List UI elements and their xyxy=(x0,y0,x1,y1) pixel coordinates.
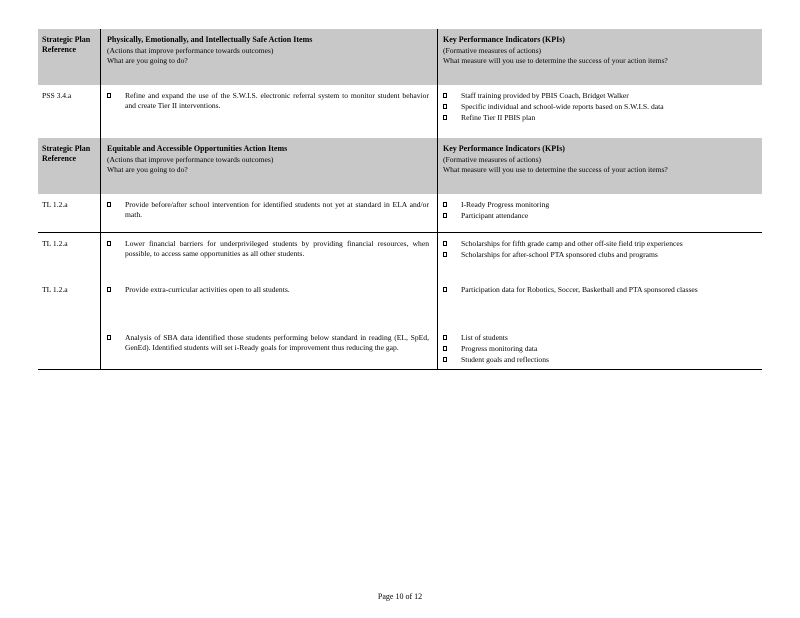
table-row xyxy=(38,194,762,232)
bullet-box-icon xyxy=(107,241,111,246)
kpi-item: Scholarships for after-school PTA sponsored clubs and programs xyxy=(443,250,756,260)
table-row xyxy=(38,327,762,369)
action-item: Refine and expand the use of the S.W.I.S. electronic referral system to monitor student behavior and create Tier II interventions. xyxy=(107,91,429,111)
page-number: Page 10 of 12 xyxy=(377,592,423,601)
section-header xyxy=(38,138,762,194)
action-item: Analysis of SBA data identified those students performing below standard in reading (EL, SpEd, GenEd). Identified students will set i-Ready goals for improvement thus reducing the gap. xyxy=(107,333,429,353)
table-bottom-rule xyxy=(38,369,762,370)
table-row xyxy=(38,85,762,138)
table-row xyxy=(38,233,762,279)
action-title: Equitable and Accessible Opportunities Action Items xyxy=(107,144,288,153)
kpi-item: List of students xyxy=(443,333,756,343)
kpi-title: Key Performance Indicators (KPIs) xyxy=(443,35,565,44)
kpis-cell xyxy=(437,85,762,138)
kpi-subtitle: (Formative measures of actions) xyxy=(443,45,542,55)
actions-cell xyxy=(100,327,437,369)
kpi-item: I-Ready Progress monitoring xyxy=(443,200,756,210)
kpi-item: Participant attendance xyxy=(443,211,756,221)
bullet-box-icon xyxy=(443,287,447,292)
actions-cell xyxy=(100,233,437,279)
kpi-item: Staff training provided by PBIS Coach, Bridget Walker xyxy=(443,91,756,101)
bullet-box-icon xyxy=(443,115,447,120)
action-header xyxy=(100,138,437,194)
kpi-subtitle: (Formative measures of actions) xyxy=(443,154,542,164)
action-item: Lower financial barriers for underprivileged students by providing financial resources, when possible, to access same opportunities as all other students. xyxy=(107,239,429,259)
bullet-box-icon xyxy=(107,335,111,340)
ref-cell: TL 1.2.a xyxy=(42,239,68,248)
kpi-item: Scholarships for fifth grade camp and other off-site field trip experiences xyxy=(443,239,756,249)
bullet-box-icon xyxy=(443,241,447,246)
kpi-item: Participation data for Robotics, Soccer, Basketball and PTA sponsored classes xyxy=(443,285,756,295)
document-page xyxy=(38,29,762,370)
section-header xyxy=(38,29,762,85)
ref-cell xyxy=(38,327,100,369)
ref-cell: TL 1.2.a xyxy=(42,200,68,209)
kpi-header xyxy=(437,29,762,85)
bullet-box-icon xyxy=(107,202,111,207)
action-item: Provide before/after school intervention for identified students not yet at standard in ELA and/or math. xyxy=(107,200,429,220)
kpis-cell xyxy=(437,279,762,327)
action-question: What are you going to do? xyxy=(107,55,188,65)
action-header xyxy=(100,29,437,85)
actions-cell xyxy=(100,194,437,232)
bullet-box-icon xyxy=(443,357,447,362)
bullet-box-icon xyxy=(443,202,447,207)
ref-header: Strategic Plan Reference xyxy=(42,144,91,164)
kpi-title: Key Performance Indicators (KPIs) xyxy=(443,144,565,153)
bullet-box-icon xyxy=(443,346,447,351)
bullet-box-icon xyxy=(443,252,447,257)
ref-cell: PSS 3.4.a xyxy=(42,91,72,100)
action-item: Provide extra-curricular activities open to all students. xyxy=(107,285,429,295)
actions-cell xyxy=(100,279,437,327)
kpis-cell xyxy=(437,194,762,232)
action-title: Physically, Emotionally, and Intellectually Safe Action Items xyxy=(107,35,313,44)
section-equitable-action-items xyxy=(38,138,762,370)
ref-cell: TL 1.2.a xyxy=(42,285,68,294)
bullet-box-icon xyxy=(443,104,447,109)
actions-cell xyxy=(100,85,437,138)
kpis-cell xyxy=(437,233,762,279)
kpi-item: Specific individual and school-wide reports based on S.W.I.S. data xyxy=(443,102,756,112)
kpi-header xyxy=(437,138,762,194)
action-subtitle: (Actions that improve performance towards outcomes) xyxy=(107,45,274,55)
table-row xyxy=(38,279,762,327)
bullet-box-icon xyxy=(443,335,447,340)
kpi-item: Progress monitoring data xyxy=(443,344,756,354)
section-safe-action-items xyxy=(38,29,762,138)
bullet-box-icon xyxy=(443,93,447,98)
bullet-box-icon xyxy=(107,287,111,292)
kpis-cell xyxy=(437,327,762,369)
kpi-question: What measure will you use to determine the success of your action items? xyxy=(443,164,668,174)
kpi-question: What measure will you use to determine the success of your action items? xyxy=(443,55,668,65)
action-question: What are you going to do? xyxy=(107,164,188,174)
kpi-item: Student goals and reflections xyxy=(443,355,756,365)
action-subtitle: (Actions that improve performance towards outcomes) xyxy=(107,154,274,164)
bullet-box-icon xyxy=(107,93,111,98)
bullet-box-icon xyxy=(443,213,447,218)
kpi-item: Refine Tier II PBIS plan xyxy=(443,113,756,123)
ref-header: Strategic Plan Reference xyxy=(42,35,91,55)
